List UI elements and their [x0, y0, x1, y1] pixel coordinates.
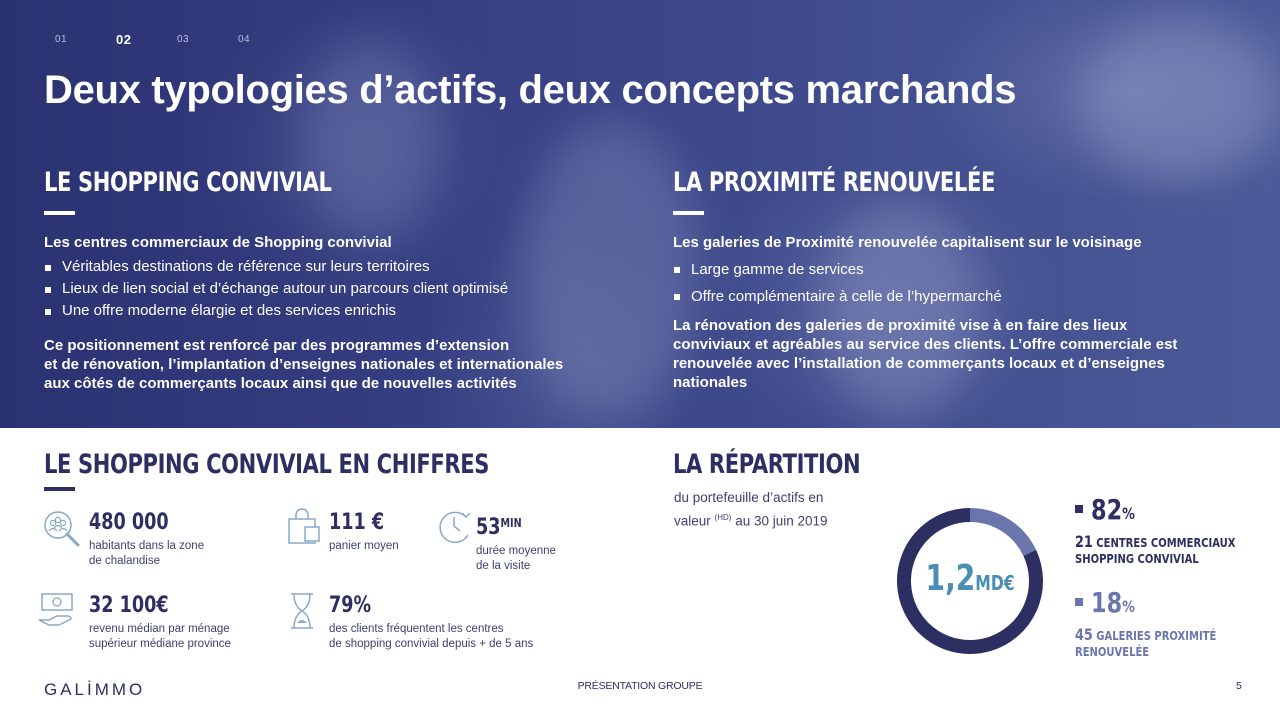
legend-item-proximite: [1075, 587, 1265, 660]
body-line: La rénovation des galeries de proximité vise à en faire des lieux: [673, 317, 1128, 334]
stat-value: 111 €: [329, 510, 385, 535]
bullet-list: [673, 256, 1253, 310]
body-line: Ce positionnement est renforcé par des programmes d’extension: [44, 337, 510, 354]
desc-line: durée moyenne: [476, 545, 556, 557]
legend-value: [1091, 587, 1135, 623]
desc-line: habitants dans la zone: [89, 540, 205, 552]
legend-label: CENTRES COMMERCIAUX SHOPPING CONVIVIAL: [1075, 535, 1236, 566]
subtitle-line: du portefeuille d’actifs en: [674, 490, 824, 505]
pager-item-04[interactable]: 04: [238, 34, 251, 45]
subtitle-text: au 30 juin 2019: [735, 513, 828, 529]
body-line: conviviaux et agréables au service des clients. L’offre commerciale est: [673, 336, 1178, 353]
legend-pct-sign: %: [1122, 597, 1135, 616]
list-item: Une offre moderne élargie et des services enrichis: [44, 300, 644, 322]
legend-pct-number: 18: [1091, 586, 1123, 619]
clock-icon: [434, 507, 476, 549]
repartition-heading: LA RÉPARTITION: [673, 449, 861, 480]
stat-description: [329, 622, 589, 652]
column-body: [673, 316, 1253, 392]
shopping-bag-icon: [285, 507, 327, 549]
column-heading: LA PROXIMITÉ RENOUVELÉE: [673, 167, 995, 198]
background-figure: [1080, 20, 1280, 180]
page-number: 5: [1236, 680, 1242, 692]
donut-slice-proximite: [970, 515, 1030, 553]
legend-count: 45: [1075, 625, 1093, 644]
stat-value: [476, 510, 604, 541]
column-lead: Les galeries de Proximité renouvelée capitalisent sur le voisinage: [673, 234, 1142, 251]
money-hand-icon: [38, 590, 80, 632]
pager-item-03[interactable]: 03: [177, 34, 190, 45]
footer-label: PRÉSENTATION GROUPE: [577, 680, 703, 692]
heading-underline: [44, 211, 75, 215]
legend-label: GALERIES PROXIMITÉ RENOUVELÉE: [1075, 628, 1217, 659]
desc-line: supérieur médiane province: [89, 638, 231, 650]
legend-value: [1091, 494, 1135, 530]
stat-unit: MIN: [500, 516, 522, 530]
center-number: 1,2: [925, 558, 976, 599]
stat-description: [89, 539, 289, 569]
desc-line: de chalandise: [89, 555, 160, 567]
list-item: Large gamme de services: [673, 256, 1253, 283]
heading-underline: [673, 211, 704, 215]
list-item: Offre complémentaire à celle de l’hypermarché: [673, 283, 1253, 310]
column-lead: Les centres commerciaux de Shopping convivial: [44, 234, 392, 251]
subtitle-sup: (HD): [714, 513, 732, 522]
legend-pct-number: 82: [1091, 493, 1123, 526]
body-line: nationales: [673, 374, 748, 391]
legend-item-shopping: [1075, 494, 1265, 567]
shopping-convivial-column: [44, 166, 644, 393]
stat-value: 79%: [329, 593, 372, 618]
legend-caption: [1075, 534, 1251, 567]
column-heading: LE SHOPPING CONVIVIAL: [44, 167, 332, 198]
repartition-subtitle: [674, 488, 874, 532]
stat-value: 32 100€: [89, 593, 169, 618]
body-line: renouvelée avec l’installation de commerçants locaux et d’enseignes: [673, 355, 1165, 372]
body-line: aux côtés de commerçants locaux ainsi que de nouvelles activités: [44, 375, 517, 392]
slide-pager: [55, 34, 299, 47]
bullet-list: [44, 256, 644, 322]
page-title: Deux typologies d’actifs, deux concepts marchands: [44, 68, 1017, 112]
people-magnifier-icon: [40, 507, 82, 549]
stat-description: [476, 544, 636, 574]
desc-line: des clients fréquentent les centres: [329, 623, 504, 635]
hourglass-icon: [285, 590, 327, 632]
legend-caption: [1075, 627, 1251, 660]
legend-swatch: [1075, 598, 1083, 606]
heading-underline: [44, 487, 75, 491]
legend-pct-sign: %: [1122, 504, 1135, 523]
galimmo-logo: GALİMMO: [44, 680, 146, 699]
pager-item-02[interactable]: 02: [116, 32, 132, 47]
proximite-renouvelee-column: [673, 166, 1253, 392]
desc-line: de shopping convivial depuis + de 5 ans: [329, 638, 534, 650]
donut-center-value: [896, 555, 1044, 607]
legend-swatch: [1075, 505, 1083, 513]
list-item: Véritables destinations de référence sur leurs territoires: [44, 256, 644, 278]
pager-item-01[interactable]: 01: [55, 34, 68, 45]
legend-pct: [1075, 587, 1265, 623]
subtitle-text: valeur: [674, 513, 711, 529]
figures-heading: LE SHOPPING CONVIVIAL EN CHIFFRES: [44, 449, 490, 480]
body-line: et de rénovation, l’implantation d’enseignes nationales et internationales: [44, 356, 564, 373]
center-unit: MD€: [975, 571, 1015, 595]
legend-count: 21: [1075, 532, 1093, 551]
legend-pct: [1075, 494, 1265, 530]
stat-number: 53: [476, 515, 501, 540]
list-item: Lieux de lien social et d’échange autour un parcours client optimisé: [44, 278, 644, 300]
stat-value: 480 000: [89, 510, 169, 535]
stat-description: panier moyen: [329, 540, 399, 552]
column-body: [44, 336, 644, 393]
desc-line: revenu médian par ménage: [89, 623, 230, 635]
desc-line: de la visite: [476, 560, 531, 572]
